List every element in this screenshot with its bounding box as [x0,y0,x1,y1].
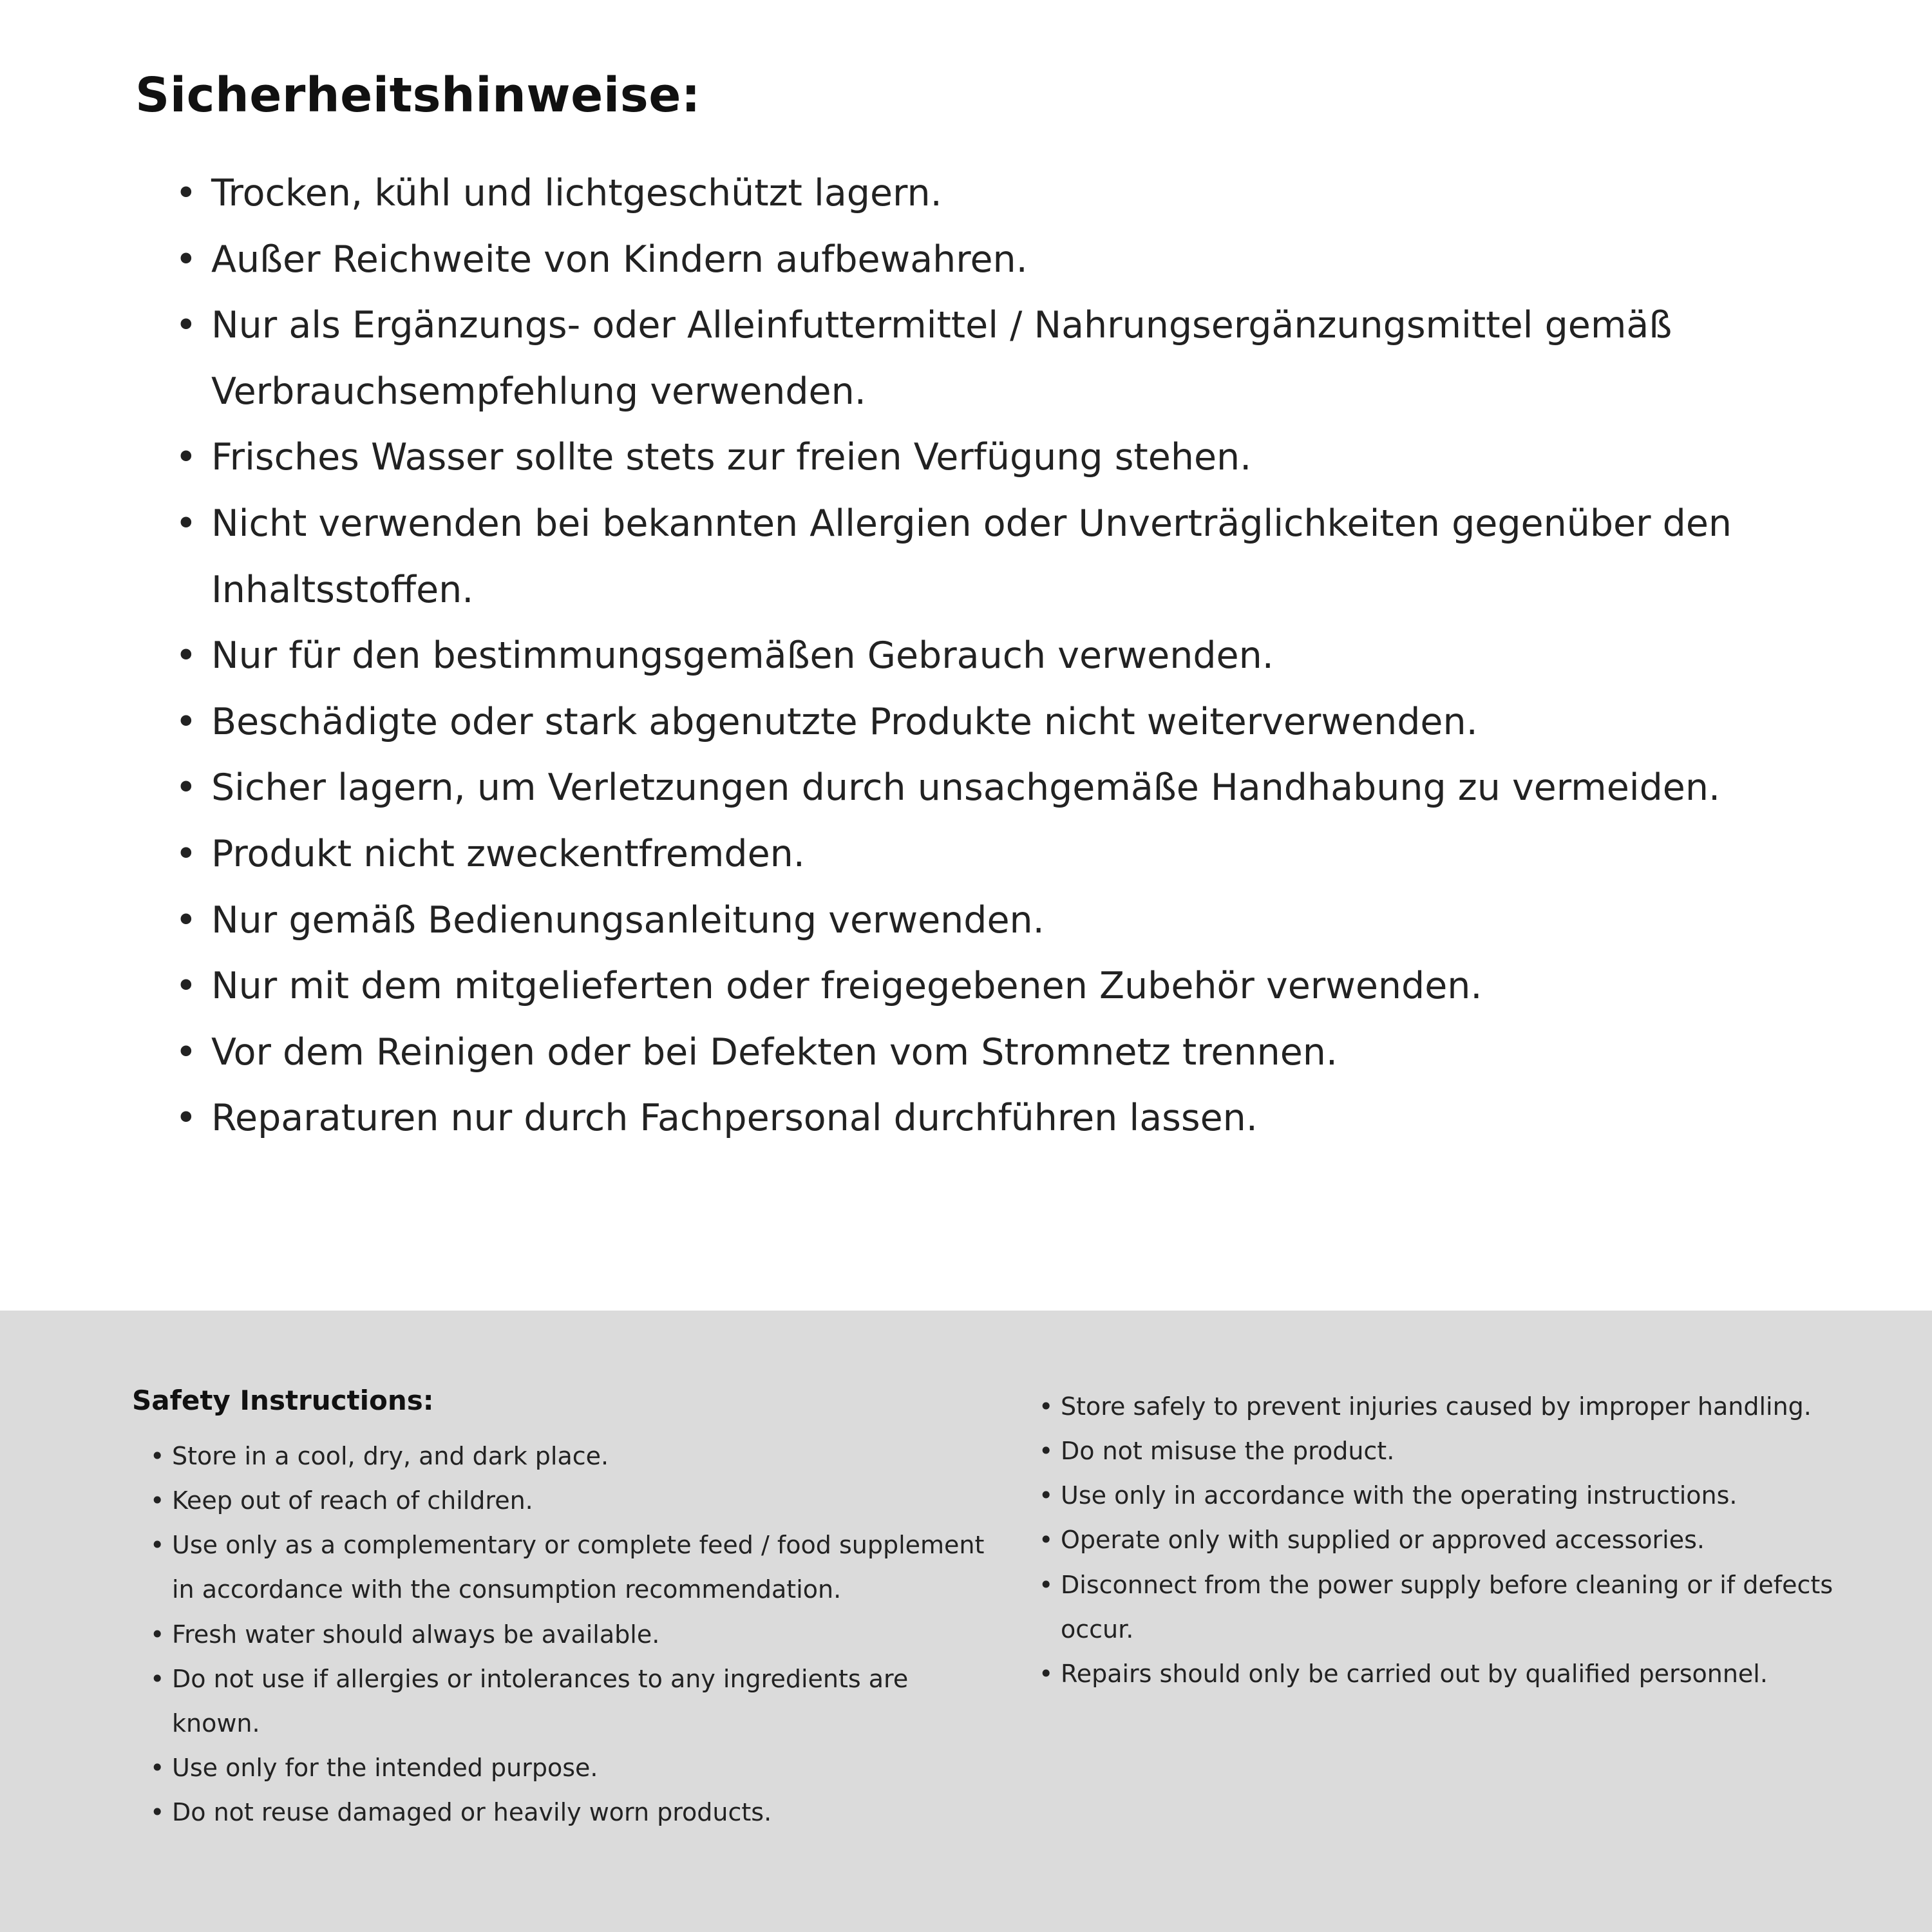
german-bullet-item [175,887,1842,954]
english-bullet-item [150,1434,989,1479]
german-bullet-item [175,160,1842,227]
german-bullet-item [175,689,1842,755]
german-bullet-text: Trocken, kühl und lichtgeschützt lagern. [211,172,942,214]
bullet-icon: • [175,1097,197,1140]
german-bullet-list [175,160,1842,1151]
bullet-icon: • [150,1486,165,1515]
bullet-icon: • [175,502,197,545]
bullet-icon: • [175,965,197,1008]
english-section-heading: Safety Instructions: [132,1385,434,1416]
bullet-icon: • [175,436,197,479]
german-bullet-text: Sicher lagern, um Verletzungen durch unsachgemäße Handhabung zu vermeiden. [211,766,1721,810]
bullet-icon: • [150,1620,165,1649]
english-right-bullet-list [1039,1385,1848,1696]
english-bullet-item [1039,1518,1848,1562]
english-bullet-text: Operate only with supplied or approved accessories. [1061,1526,1705,1555]
english-bullet-item [150,1657,989,1746]
english-bullet-item [1039,1652,1848,1696]
bullet-icon: • [150,1531,165,1560]
german-bullet-text: Nur mit dem mitgelieferten oder freigegebenen Zubehör verwenden. [211,965,1482,1008]
bullet-icon: • [175,832,197,875]
english-bullet-item [1039,1385,1848,1429]
english-bullet-item [1039,1429,1848,1473]
bullet-icon: • [1039,1392,1054,1421]
english-bullet-text: Store in a cool, dry, and dark place. [172,1442,609,1470]
english-bullet-item [1039,1563,1848,1652]
english-bullet-text: Use only in accordance with the operating instructions. [1061,1481,1738,1510]
german-bullet-text: Außer Reichweite von Kindern aufbewahren. [211,238,1028,281]
bullet-icon: • [175,1030,197,1074]
bullet-icon: • [1039,1437,1054,1466]
english-bullet-item [150,1746,989,1790]
german-section-heading: Sicherheitshinweise: [135,68,701,123]
english-bullet-text: Do not misuse the product. [1061,1437,1395,1466]
english-bullet-text: Use only for the intended purpose. [172,1754,598,1783]
english-bullet-text: Keep out of reach of children. [172,1486,533,1515]
german-bullet-item [175,1085,1842,1151]
german-bullet-text: Produkt nicht zweckentfremden. [211,832,805,875]
bullet-icon: • [150,1664,165,1693]
german-bullet-item [175,227,1842,293]
bullet-icon: • [175,700,197,743]
english-bullet-text: Store safely to prevent injuries caused by improper handling. [1061,1392,1812,1421]
english-bullet-text: Do not use if allergies or intolerances to any ingredients are known. [172,1664,909,1738]
german-bullet-item [175,821,1842,887]
german-bullet-text: Frisches Wasser sollte stets zur freien Verfügung stehen. [211,436,1252,479]
bullet-icon: • [1039,1526,1054,1555]
english-bullet-item [150,1790,989,1835]
english-bullet-text: Repairs should only be carried out by qualified personnel. [1061,1659,1768,1688]
english-bullet-text: Fresh water should always be available. [172,1620,660,1649]
english-bullet-text: Do not reuse damaged or heavily worn products. [172,1798,772,1827]
bullet-icon: • [1039,1481,1054,1510]
english-left-bullet-list [150,1434,989,1835]
german-bullet-text: Beschädigte oder stark abgenutzte Produkte nicht weiterverwenden. [211,700,1478,743]
german-bullet-text: Nur gemäß Bedienungsanleitung verwenden. [211,898,1045,942]
german-bullet-item [175,755,1842,821]
german-bullet-item [175,292,1842,424]
german-bullet-item [175,424,1842,491]
german-bullet-item [175,1019,1842,1086]
bullet-icon: • [175,634,197,677]
english-bullet-item [150,1523,989,1612]
german-bullet-item [175,953,1842,1019]
bullet-icon: • [150,1754,165,1783]
bullet-icon: • [1039,1659,1054,1688]
german-bullet-item [175,623,1842,689]
bullet-icon: • [175,238,197,281]
german-bullet-item [175,491,1842,623]
bullet-icon: • [1039,1570,1054,1599]
german-bullet-text: Nicht verwenden bei bekannten Allergien oder Unverträglichkeiten gegenüber den Inhaltsstoffen. [211,502,1732,611]
bullet-icon: • [175,898,197,942]
english-bullet-item [1039,1473,1848,1518]
english-bullet-text: Use only as a complementary or complete feed / food supplement in accordance with the consumption recommendation. [172,1531,985,1604]
german-bullet-text: Nur als Ergänzungs- oder Alleinfuttermittel / Nahrungsergänzungsmittel gemäß Verbrauchsempfehlung verwenden. [211,304,1672,413]
german-bullet-text: Vor dem Reinigen oder bei Defekten vom Stromnetz trennen. [211,1030,1338,1074]
english-safety-section [0,1311,1932,1932]
bullet-icon: • [150,1442,165,1470]
bullet-icon: • [175,766,197,810]
german-bullet-text: Reparaturen nur durch Fachpersonal durchführen lassen. [211,1097,1258,1140]
english-left-column [132,1385,989,1932]
english-bullet-text: Disconnect from the power supply before cleaning or if defects occur. [1061,1570,1833,1643]
bullet-icon: • [175,304,197,347]
bullet-icon: • [175,172,197,214]
english-bullet-item [150,1613,989,1657]
bullet-icon: • [150,1798,165,1827]
german-bullet-text: Nur für den bestimmungsgemäßen Gebrauch verwenden. [211,634,1274,677]
english-bullet-item [150,1479,989,1523]
english-right-column [1039,1385,1848,1932]
